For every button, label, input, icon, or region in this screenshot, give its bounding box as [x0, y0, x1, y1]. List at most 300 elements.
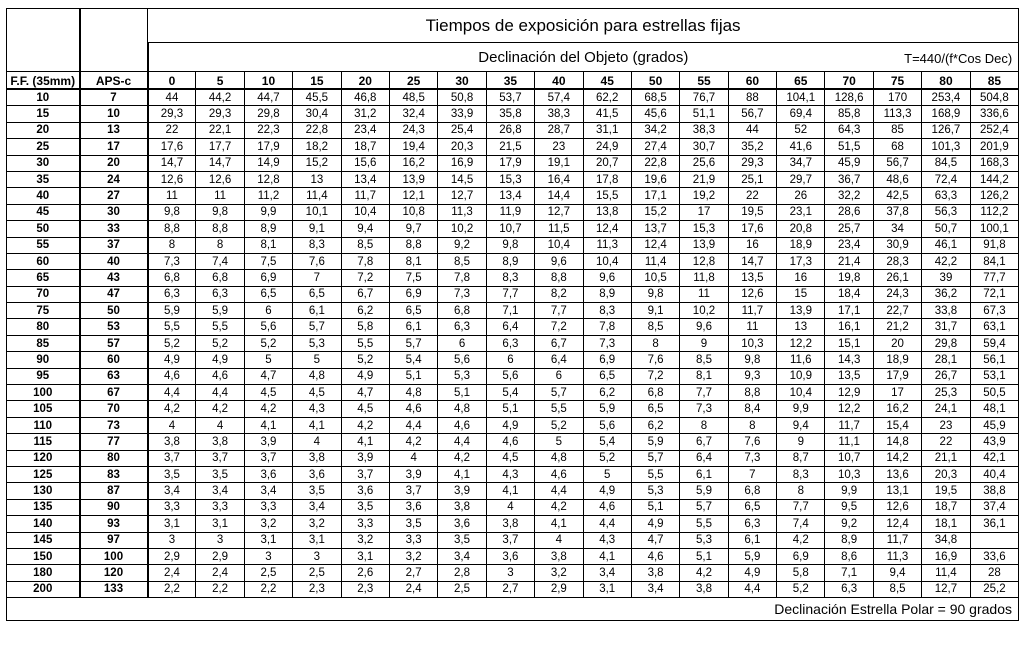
aps-focal-length: 133 [80, 581, 148, 597]
table-row [7, 286, 1019, 302]
exposure-time-cell: 4,2 [777, 532, 825, 548]
exposure-time-cell: 5,4 [583, 434, 631, 450]
ff-focal-length: 115 [7, 434, 80, 450]
exposure-time-cell: 68 [873, 139, 921, 155]
exposure-time-cell: 5,5 [341, 335, 389, 351]
exposure-time-cell: 8,9 [583, 286, 631, 302]
exposure-time-cell: 3,2 [341, 532, 389, 548]
exposure-time-cell: 31,7 [922, 319, 970, 335]
ff-focal-length: 20 [7, 122, 80, 138]
exposure-time-cell: 4,6 [535, 466, 583, 482]
exposure-time-cell: 6,7 [680, 434, 728, 450]
exposure-time-cell: 20,7 [583, 155, 631, 171]
ff-focal-length: 145 [7, 532, 80, 548]
exposure-time-cell: 17,6 [728, 221, 776, 237]
exposure-time-cell: 10,8 [389, 204, 437, 220]
exposure-time-cell: 29,8 [922, 335, 970, 351]
exposure-time-cell: 8,5 [873, 581, 921, 597]
exposure-time-cell: 9,9 [825, 483, 873, 499]
exposure-time-cell: 13,4 [486, 188, 534, 204]
exposure-time-cell: 17,9 [244, 139, 292, 155]
exposure-time-cell: 21,1 [922, 450, 970, 466]
ff-column-header: F.F. (35mm) [7, 72, 80, 90]
exposure-time-cell: 7,3 [438, 286, 486, 302]
exposure-time-cell: 4,4 [196, 385, 244, 401]
aps-focal-length: 63 [80, 368, 148, 384]
exposure-time-cell: 6,4 [535, 352, 583, 368]
exposure-time-cell: 9,9 [244, 204, 292, 220]
exposure-time-cell: 5,6 [438, 352, 486, 368]
aps-focal-length: 97 [80, 532, 148, 548]
exposure-time-cell: 15,3 [486, 171, 534, 187]
exposure-time-cell: 170 [873, 89, 921, 106]
table-row [7, 155, 1019, 171]
exposure-time-cell: 41,6 [777, 139, 825, 155]
exposure-time-cell: 91,8 [970, 237, 1019, 253]
exposure-time-cell: 4,9 [196, 352, 244, 368]
exposure-time-cell: 10,4 [535, 237, 583, 253]
exposure-time-cell: 22 [922, 434, 970, 450]
exposure-time-cell: 11 [728, 319, 776, 335]
aps-focal-length: 20 [80, 155, 148, 171]
exposure-time-cell: 22,7 [873, 303, 921, 319]
ff-focal-length: 45 [7, 204, 80, 220]
ff-focal-length: 80 [7, 319, 80, 335]
aps-focal-length: 33 [80, 221, 148, 237]
exposure-time-cell: 7,2 [631, 368, 679, 384]
aps-focal-length: 10 [80, 106, 148, 122]
exposure-time-cell: 7,4 [196, 253, 244, 269]
ff-focal-length: 135 [7, 499, 80, 515]
exposure-time-cell: 7,3 [583, 335, 631, 351]
exposure-time-cell: 2,2 [148, 581, 196, 597]
ff-focal-length: 70 [7, 286, 80, 302]
exposure-time-cell: 13,6 [873, 466, 921, 482]
exposure-time-cell: 13,7 [631, 221, 679, 237]
exposure-time-cell: 64,3 [825, 122, 873, 138]
exposure-time-cell: 3,4 [196, 483, 244, 499]
exposure-time-cell: 7 [728, 466, 776, 482]
exposure-time-cell: 8,9 [825, 532, 873, 548]
table-row [7, 303, 1019, 319]
exposure-time-cell: 56,7 [873, 155, 921, 171]
exposure-time-cell: 15,3 [680, 221, 728, 237]
exposure-time-cell: 9,3 [728, 368, 776, 384]
exposure-time-cell: 112,2 [970, 204, 1019, 220]
exposure-time-cell: 3,1 [196, 516, 244, 532]
exposure-time-cell: 28,3 [873, 253, 921, 269]
exposure-time-cell: 5,5 [196, 319, 244, 335]
exposure-time-cell: 4,4 [728, 581, 776, 597]
exposure-time-cell: 35,8 [486, 106, 534, 122]
exposure-time-cell: 3,8 [438, 499, 486, 515]
exposure-time-cell: 29,7 [777, 171, 825, 187]
aps-column-header: APS-c [80, 72, 148, 90]
exposure-time-cell: 6,8 [196, 270, 244, 286]
exposure-time-cell: 6,9 [244, 270, 292, 286]
exposure-time-cell: 3,4 [244, 483, 292, 499]
exposure-time-cell: 4,1 [293, 417, 341, 433]
exposure-time-cell: 4 [293, 434, 341, 450]
exposure-time-cell: 4,2 [680, 565, 728, 581]
table-row [7, 516, 1019, 532]
exposure-time-cell: 8,8 [148, 221, 196, 237]
exposure-time-cell: 4,4 [583, 516, 631, 532]
ff-focal-length: 110 [7, 417, 80, 433]
exposure-time-cell: 16,9 [922, 548, 970, 564]
exposure-time-cell: 10,1 [293, 204, 341, 220]
aps-focal-length: 87 [80, 483, 148, 499]
aps-focal-length: 100 [80, 548, 148, 564]
table-row [7, 565, 1019, 581]
aps-focal-length: 77 [80, 434, 148, 450]
exposure-time-cell: 144,2 [970, 171, 1019, 187]
ff-focal-length: 75 [7, 303, 80, 319]
exposure-time-cell: 4,3 [293, 401, 341, 417]
exposure-time-cell: 3,9 [341, 450, 389, 466]
exposure-time-cell: 6,4 [680, 450, 728, 466]
exposure-time-cell: 7,8 [583, 319, 631, 335]
exposure-time-cell: 2,4 [196, 565, 244, 581]
table-row [7, 548, 1019, 564]
ff-focal-length: 85 [7, 335, 80, 351]
exposure-time-cell: 6,1 [389, 319, 437, 335]
exposure-time-cell: 22,8 [631, 155, 679, 171]
exposure-time-cell: 6,7 [341, 286, 389, 302]
exposure-time-cell: 21,5 [486, 139, 534, 155]
ff-focal-length: 10 [7, 89, 80, 106]
exposure-time-cell: 9,6 [583, 270, 631, 286]
exposure-time-cell: 3,9 [389, 466, 437, 482]
aps-focal-length: 90 [80, 499, 148, 515]
exposure-time-cell: 3,8 [148, 434, 196, 450]
exposure-time-cell: 24,3 [389, 122, 437, 138]
exposure-time-cell: 8 [728, 417, 776, 433]
exposure-time-cell: 18,9 [777, 237, 825, 253]
declination-col-header: 15 [293, 72, 341, 90]
exposure-time-cell: 34,2 [631, 122, 679, 138]
exposure-time-cell: 8 [148, 237, 196, 253]
exposure-time-cell: 13,9 [389, 171, 437, 187]
exposure-time-cell: 2,9 [535, 581, 583, 597]
exposure-time-cell: 11,7 [873, 532, 921, 548]
exposure-time-cell: 3,6 [486, 548, 534, 564]
exposure-time-cell: 9,4 [777, 417, 825, 433]
table-row [7, 253, 1019, 269]
exposure-time-cell: 18,9 [873, 352, 921, 368]
exposure-time-cell: 22 [728, 188, 776, 204]
exposure-time-cell: 18,1 [922, 516, 970, 532]
exposure-time-cell: 5,7 [535, 385, 583, 401]
aps-focal-length: 60 [80, 352, 148, 368]
exposure-time-cell: 56,7 [728, 106, 776, 122]
declination-col-header: 75 [873, 72, 921, 90]
declination-col-header: 65 [777, 72, 825, 90]
exposure-time-cell: 33,6 [970, 548, 1019, 564]
table-row [7, 270, 1019, 286]
exposure-time-cell: 16 [777, 270, 825, 286]
exposure-time-cell: 62,2 [583, 89, 631, 106]
exposure-time-cell: 14,7 [728, 253, 776, 269]
ff-focal-length: 95 [7, 368, 80, 384]
exposure-time-cell: 3,6 [293, 466, 341, 482]
exposure-time-cell: 32,2 [825, 188, 873, 204]
exposure-time-cell: 7,3 [728, 450, 776, 466]
exposure-time-cell: 5,7 [680, 499, 728, 515]
exposure-time-cell: 4,7 [631, 532, 679, 548]
exposure-time-cell: 76,7 [680, 89, 728, 106]
exposure-time-cell: 4,1 [438, 466, 486, 482]
exposure-time-cell: 69,4 [777, 106, 825, 122]
exposure-time-cell: 3,8 [631, 565, 679, 581]
exposure-time-cell: 11,4 [293, 188, 341, 204]
table-row [7, 139, 1019, 155]
corner-cell-ff-2 [7, 43, 80, 72]
exposure-time-cell: 6,3 [438, 319, 486, 335]
exposure-time-cell: 4,2 [196, 401, 244, 417]
exposure-time-cell: 4,9 [631, 516, 679, 532]
exposure-time-cell: 2,4 [148, 565, 196, 581]
exposure-time-cell: 6,5 [631, 401, 679, 417]
declination-label: Declinación del Objeto (grados) [478, 49, 689, 66]
ff-focal-length: 55 [7, 237, 80, 253]
exposure-time-cell: 17,9 [486, 155, 534, 171]
exposure-time-cell: 9,6 [535, 253, 583, 269]
exposure-time-cell: 3,4 [631, 581, 679, 597]
exposure-time-cell: 8,8 [196, 221, 244, 237]
exposure-time-cell: 14,2 [873, 450, 921, 466]
title-row [7, 9, 1019, 43]
exposure-time-cell: 8,1 [680, 368, 728, 384]
ff-focal-length: 150 [7, 548, 80, 564]
exposure-time-cell: 37,4 [970, 499, 1019, 515]
exposure-time-cell: 2,5 [438, 581, 486, 597]
exposure-time-cell: 36,2 [922, 286, 970, 302]
exposure-time-cell: 23,4 [341, 122, 389, 138]
exposure-time-cell: 5,2 [535, 417, 583, 433]
ff-focal-length: 120 [7, 450, 80, 466]
exposure-time-cell: 15,2 [293, 155, 341, 171]
exposure-time-cell: 9,8 [486, 237, 534, 253]
exposure-time-cell: 7,5 [389, 270, 437, 286]
ff-focal-length: 50 [7, 221, 80, 237]
exposure-time-cell: 113,3 [873, 106, 921, 122]
exposure-time-cell: 2,9 [196, 548, 244, 564]
aps-focal-length: 70 [80, 401, 148, 417]
table-row [7, 466, 1019, 482]
exposure-time-cell: 40,4 [970, 466, 1019, 482]
exposure-time-cell: 42,2 [922, 253, 970, 269]
exposure-time-cell: 2,8 [438, 565, 486, 581]
exposure-time-cell: 59,4 [970, 335, 1019, 351]
exposure-time-cell: 8 [777, 483, 825, 499]
exposure-time-cell: 4,2 [535, 499, 583, 515]
table-row [7, 171, 1019, 187]
exposure-time-cell: 17,1 [631, 188, 679, 204]
exposure-time-cell: 5,6 [486, 368, 534, 384]
exposure-time-cell: 3,8 [486, 516, 534, 532]
exposure-time-cell: 6 [535, 368, 583, 384]
exposure-time-cell: 11,9 [486, 204, 534, 220]
exposure-time-cell: 13 [777, 319, 825, 335]
exposure-time-cell: 7,6 [728, 434, 776, 450]
exposure-time-cell: 3,1 [293, 532, 341, 548]
exposure-time-cell: 6,1 [728, 532, 776, 548]
exposure-time-cell: 12,8 [244, 171, 292, 187]
aps-focal-length: 40 [80, 253, 148, 269]
exposure-time-cell: 336,6 [970, 106, 1019, 122]
aps-focal-length: 93 [80, 516, 148, 532]
exposure-time-cell: 4,1 [244, 417, 292, 433]
exposure-time-cell: 17,1 [825, 303, 873, 319]
exposure-time-cell: 8,3 [583, 303, 631, 319]
exposure-time-cell: 85,8 [825, 106, 873, 122]
exposure-time-cell: 3,5 [438, 532, 486, 548]
exposure-time-cell: 23 [535, 139, 583, 155]
exposure-time-cell: 5,2 [777, 581, 825, 597]
exposure-time-cell: 6,3 [728, 516, 776, 532]
exposure-time-cell: 8,3 [777, 466, 825, 482]
declination-col-header: 30 [438, 72, 486, 90]
exposure-time-cell: 15,6 [341, 155, 389, 171]
exposure-time-cell: 4,4 [148, 385, 196, 401]
exposure-time-cell: 39 [922, 270, 970, 286]
exposure-time-cell: 12,6 [728, 286, 776, 302]
exposure-time-cell: 15,5 [583, 188, 631, 204]
exposure-time-cell: 11,7 [728, 303, 776, 319]
table-row [7, 434, 1019, 450]
exposure-time-cell: 2,6 [341, 565, 389, 581]
exposure-time-cell: 28 [970, 565, 1019, 581]
exposure-time-cell: 4 [389, 450, 437, 466]
exposure-time-cell: 19,1 [535, 155, 583, 171]
exposure-time-cell: 17,7 [196, 139, 244, 155]
exposure-time-cell: 3,8 [293, 450, 341, 466]
exposure-time-cell: 16,4 [535, 171, 583, 187]
exposure-time-cell: 104,1 [777, 89, 825, 106]
exposure-time-cell: 7 [293, 270, 341, 286]
exposure-time-cell: 5,6 [583, 417, 631, 433]
exposure-time-cell: 9 [777, 434, 825, 450]
exposure-time-cell: 12,2 [825, 401, 873, 417]
table-row [7, 237, 1019, 253]
exposure-time-cell: 48,6 [873, 171, 921, 187]
exposure-time-cell: 29,3 [148, 106, 196, 122]
exposure-time-cell: 3,7 [486, 532, 534, 548]
aps-focal-length: 43 [80, 270, 148, 286]
exposure-time-cell: 5,7 [389, 335, 437, 351]
exposure-time-cell: 14,9 [244, 155, 292, 171]
table-row [7, 581, 1019, 597]
exposure-time-cell: 6,3 [196, 286, 244, 302]
exposure-time-cell: 41,5 [583, 106, 631, 122]
aps-focal-length: 53 [80, 319, 148, 335]
exposure-time-cell: 5,2 [196, 335, 244, 351]
exposure-time-cell: 9,2 [825, 516, 873, 532]
exposure-time-cell: 3,3 [389, 532, 437, 548]
exposure-time-cell: 13,9 [680, 237, 728, 253]
exposure-time-cell: 6,5 [244, 286, 292, 302]
exposure-time-cell: 14,8 [873, 434, 921, 450]
declination-col-header: 45 [583, 72, 631, 90]
exposure-time-cell: 25,1 [728, 171, 776, 187]
exposure-time-cell: 12,4 [631, 237, 679, 253]
exposure-time-cell: 4,5 [244, 385, 292, 401]
exposure-time-cell: 3,7 [244, 450, 292, 466]
exposure-time-cell: 5,2 [341, 352, 389, 368]
exposure-time-cell: 13 [293, 171, 341, 187]
exposure-time-cell: 10,5 [631, 270, 679, 286]
exposure-time-cell: 53,7 [486, 89, 534, 106]
exposure-time-cell: 8,6 [825, 548, 873, 564]
exposure-time-cell: 3,5 [341, 499, 389, 515]
exposure-time-cell: 7,5 [244, 253, 292, 269]
exposure-time-cell: 4 [196, 417, 244, 433]
exposure-time-cell: 5,5 [680, 516, 728, 532]
exposure-time-cell: 29,8 [244, 106, 292, 122]
exposure-time-cell: 22,1 [196, 122, 244, 138]
exposure-time-cell: 5,7 [293, 319, 341, 335]
exposure-time-cell: 4,3 [583, 532, 631, 548]
exposure-time-cell: 44,7 [244, 89, 292, 106]
exposure-time-cell: 3,3 [341, 516, 389, 532]
table-row [7, 319, 1019, 335]
exposure-time-cell: 6,8 [148, 270, 196, 286]
exposure-time-cell: 11,6 [777, 352, 825, 368]
exposure-time-cell: 12,6 [196, 171, 244, 187]
exposure-time-cell: 3,6 [341, 483, 389, 499]
table-row [7, 417, 1019, 433]
declination-col-header: 10 [244, 72, 292, 90]
exposure-time-cell: 4,5 [293, 385, 341, 401]
exposure-time-cell: 35,2 [728, 139, 776, 155]
exposure-time-cell: 4,9 [341, 368, 389, 384]
exposure-time-cell: 56,1 [970, 352, 1019, 368]
aps-focal-length: 73 [80, 417, 148, 433]
footer-table [6, 597, 1019, 621]
exposure-time-cell: 9,2 [438, 237, 486, 253]
exposure-time-cell: 4 [535, 532, 583, 548]
exposure-time-cell: 6,2 [341, 303, 389, 319]
exposure-time-cell: 5,6 [244, 319, 292, 335]
exposure-time-cell: 10,2 [438, 221, 486, 237]
exposure-time-cell: 252,4 [970, 122, 1019, 138]
exposure-time-cell: 19,2 [680, 188, 728, 204]
ff-focal-length: 200 [7, 581, 80, 597]
exposure-time-cell: 7,7 [777, 499, 825, 515]
exposure-time-cell: 18,7 [341, 139, 389, 155]
exposure-time-cell: 8,5 [438, 253, 486, 269]
exposure-time-cell: 7,2 [535, 319, 583, 335]
exposure-time-cell: 19,5 [922, 483, 970, 499]
exposure-table-sheet [6, 8, 1019, 658]
exposure-table [6, 8, 1019, 598]
exposure-time-cell: 8,2 [535, 286, 583, 302]
exposure-time-cell: 16,1 [825, 319, 873, 335]
exposure-time-cell: 46,1 [922, 237, 970, 253]
exposure-time-cell: 3,7 [196, 450, 244, 466]
aps-focal-length: 120 [80, 565, 148, 581]
exposure-time-cell: 3,9 [438, 483, 486, 499]
exposure-time-cell: 67,3 [970, 303, 1019, 319]
exposure-time-cell: 88 [728, 89, 776, 106]
aps-focal-length: 83 [80, 466, 148, 482]
exposure-time-cell: 45,5 [293, 89, 341, 106]
exposure-time-cell: 3,7 [148, 450, 196, 466]
exposure-time-cell: 7,3 [680, 401, 728, 417]
exposure-time-cell: 4,6 [438, 417, 486, 433]
exposure-time-cell: 46,8 [341, 89, 389, 106]
